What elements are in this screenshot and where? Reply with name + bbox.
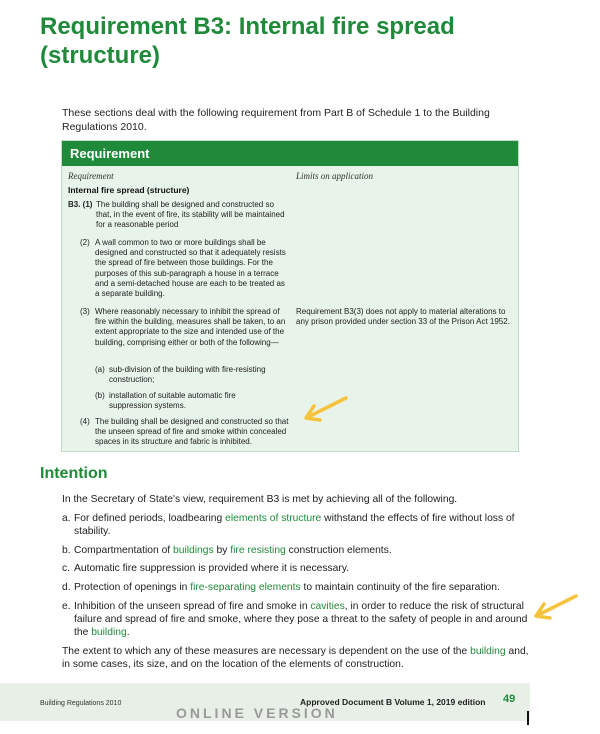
link-building[interactable]: building — [91, 627, 127, 639]
closing-paragraph — [62, 645, 532, 671]
clause-number: (2) — [80, 238, 90, 247]
list-text: . — [126, 627, 130, 639]
list-marker: b. — [62, 545, 71, 556]
list-text: Protection of openings in — [74, 582, 191, 593]
intro-paragraph: These sections deal with the following requirement from Part B of Schedule 1 to the Building Regulations 2010. — [62, 107, 490, 133]
limits-on-application-text: Requirement B3(3) does not apply to material alterations to any prison provided under section 33 of the Prison Act 1952. — [296, 307, 510, 327]
list-marker: e. — [62, 601, 71, 612]
clause-3a — [95, 365, 290, 385]
clause-text: installation of suitable automatic fire suppression systems. — [109, 391, 236, 411]
footer-right-text: Approved Document B Volume 1, 2019 edition — [300, 697, 486, 707]
annotation-arrow-icon — [528, 592, 580, 622]
list-text: Compartmentation of — [74, 545, 174, 556]
clause-text: A wall common to two or more buildings shall be designed and constructed so that it adequately resists the spread of fire between those buildings. For the purposes of this sub-paragraph a house in a terrace and a semi-detached house are each to be treated as a separate building. — [95, 238, 286, 299]
link-building-closing[interactable]: building — [470, 646, 506, 657]
column-heading-requirement: Requirement — [68, 171, 114, 181]
list-text: to maintain continuity of the fire separation. — [300, 582, 500, 593]
requirement-box — [61, 140, 519, 452]
clause-number: (3) — [80, 307, 90, 316]
list-text: Inhibition of the unseen spread of fire and smoke in — [74, 601, 311, 612]
clause-number: (b) — [95, 391, 105, 400]
requirement-subtitle: Internal fire spread (structure) — [68, 185, 190, 195]
clause-text: sub-division of the building with fire-resisting construction; — [109, 365, 266, 385]
footer-left-text: Building Regulations 2010 — [40, 700, 122, 707]
clause-text: The building shall be designed and constructed so that, in the event of fire, its stability will be maintained for a reasonable period — [96, 200, 285, 230]
intention-heading: Intention — [40, 465, 108, 482]
clause-3b — [95, 391, 260, 411]
requirement-box-header: Requirement — [62, 141, 518, 166]
text-cursor — [527, 711, 529, 725]
page-number: 49 — [503, 693, 516, 705]
link-fire-resisting[interactable]: fire resisting — [230, 545, 286, 556]
clause-4 — [80, 417, 292, 448]
list-text: by — [213, 545, 231, 556]
link-buildings[interactable]: buildings — [173, 545, 214, 556]
paragraph-text: The extent to which any of these measures are necessary is dependent on the use of the — [62, 646, 471, 657]
list-text: For defined periods, loadbearing — [74, 513, 226, 524]
list-text: construction elements. — [285, 545, 392, 556]
clause-number: (4) — [80, 417, 90, 426]
list-text: Automatic fire suppression is provided where it is necessary. — [74, 563, 350, 574]
watermark-online-version: ONLINE VERSION — [176, 705, 338, 721]
list-marker: c. — [62, 563, 71, 574]
list-item-c — [62, 562, 532, 575]
clause-2 — [80, 238, 290, 299]
link-cavities[interactable]: cavities — [310, 601, 345, 612]
intention-lead: In the Secretary of State's view, requirement B3 is met by achieving all of the following. — [62, 494, 458, 505]
list-item-b — [62, 544, 532, 557]
annotation-arrow-icon — [298, 394, 350, 424]
clause-number: (a) — [95, 365, 105, 374]
list-marker: d. — [62, 582, 71, 593]
list-item-d — [62, 581, 532, 594]
page-title: Requirement B3: Internal fire spread (structure) — [40, 13, 455, 69]
clause-text: The building shall be designed and constructed so that the unseen spread of fire and smoke within concealed spaces in its structure and fabric is inhibited. — [95, 417, 289, 447]
link-elements-of-structure[interactable]: elements of structure — [225, 513, 322, 524]
column-heading-limits: Limits on application — [296, 171, 374, 181]
paragraph-text: and, in some cases, its size, and on the location of the elements of construction. — [62, 646, 529, 671]
list-marker: a. — [62, 513, 71, 524]
list-text: withstand the effects of fire without loss of stability. — [74, 513, 515, 538]
clause-number: B3. (1) — [68, 200, 93, 209]
list-item-a — [62, 512, 532, 538]
list-text: , in order to reduce the risk of structural failure and spread of fire and smoke, where they pose a threat to the safety of people in and around the — [74, 601, 528, 639]
clause-text: Where reasonably necessary to inhibit the spread of fire within the building, measures shall be taken, to an extent appropriate to the size and intended use of the building, comprising either or both of the following— — [95, 307, 286, 347]
clause-3 — [80, 307, 290, 348]
clause-b3-1 — [68, 200, 288, 231]
list-item-e — [62, 600, 532, 640]
link-fire-separating-elements[interactable]: fire-separating elements — [190, 582, 301, 593]
